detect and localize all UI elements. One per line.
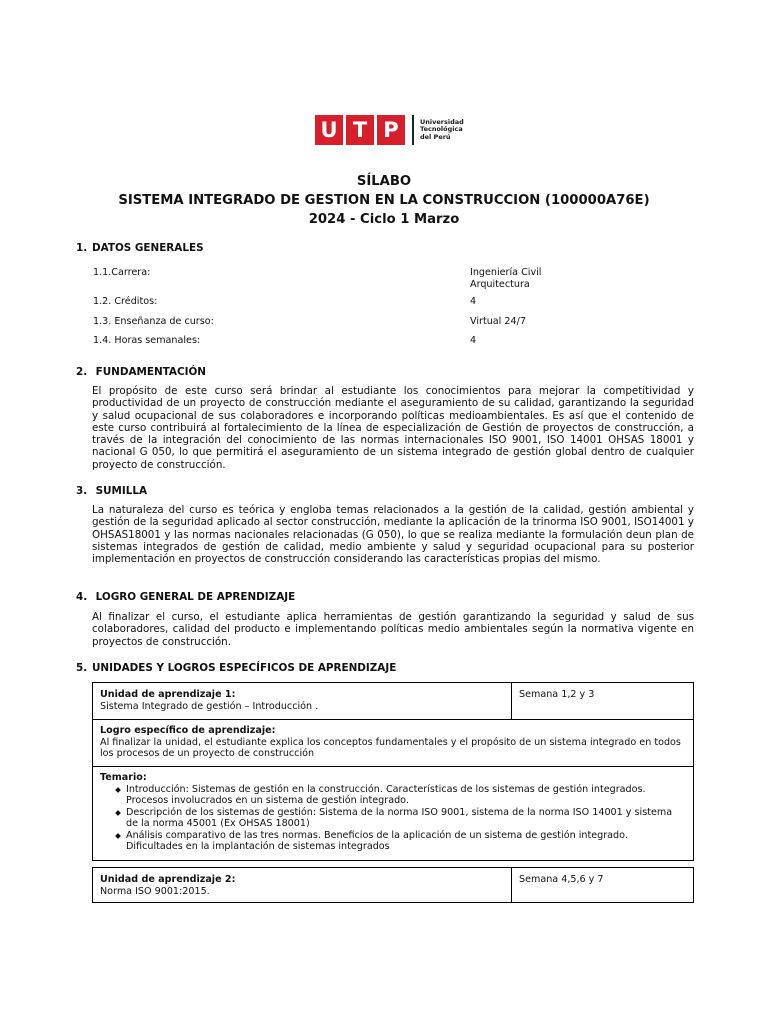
logo-letter-u: U [315,115,343,145]
section-number: 1. [76,242,88,254]
horas-label: 1.4. Horas semanales: [93,335,201,346]
carrera-label: 1.1.Carrera: [93,267,151,278]
table-divider [511,683,512,719]
unidad-2-subtitle: Norma ISO 9001:2015. [100,885,210,897]
unidad-1-temario [100,772,685,853]
table-divider [93,766,693,767]
unidad-2-semana: Semana 4,5,6 y 7 [519,874,604,885]
unidad-2-header [100,874,505,897]
list-item: Introducción: Sistemas de gestión en la construcción. Características de los sistemas de gestión integrados. Procesos involucrados en un sistema de gestión integrado. [100,784,685,807]
section-number: 4. [76,591,88,603]
logo-line-2: Tecnológica [420,125,463,134]
section-fundamentacion [76,366,206,378]
section-datos-generales [76,242,204,254]
logro-general-text: Al finalizar el curso, el estudiante aplica herramientas de gestión garantizando la seguridad y salud de sus colaboradores, calidad del producto e implementando políticas medio ambientales según la normativa vigente en proyectos de construcción. [92,611,694,648]
section-title: SUMILLA [95,485,148,497]
section-sumilla [76,485,147,497]
unidad-1-subtitle: Sistema Integrado de gestión – Introducción . [100,700,319,712]
logro-title: Logro específico de aprendizaje: [100,725,276,736]
logo-separator [412,115,414,145]
doc-title: SÍLABO [356,174,412,189]
carrera-value-1: Ingeniería Civil [470,267,542,278]
table-divider [511,868,512,902]
section-title: LOGRO GENERAL DE APRENDIZAJE [95,591,296,603]
section-title: FUNDAMENTACIÓN [95,366,206,378]
creditos-value: 4 [470,296,477,307]
list-item: Descripción de los sistemas de gestión: Sistema de la norma ISO 9001, sistema de la norma ISO 14001 y sistema de la norma 45001 (Ex OHSAS 18001) [100,807,685,830]
unidad-1-title: Unidad de aprendizaje 1: [100,689,236,700]
unidad-1-header [100,689,505,712]
logo-wordmark [420,119,464,142]
logo-line-3: del Perú [420,132,451,141]
temario-title: Temario: [100,772,147,783]
section-number: 5. [76,662,88,674]
section-title: UNIDADES Y LOGROS ESPECÍFICOS DE APRENDIZAJE [92,662,397,674]
section-number: 3. [76,485,88,497]
unidad-1-table [92,682,694,861]
section-unidades [76,662,396,674]
unidad-2-table [92,867,694,903]
course-title: SISTEMA INTEGRADO DE GESTION EN LA CONSTRUCCION (100000A76E) [118,193,650,208]
ensenanza-value: Virtual 24/7 [470,316,526,327]
fundamentacion-text: El propósito de este curso será brindar al estudiante los conocimientos para mejorar la competitividad y productividad de un proyecto de construcción mediante el aseguramiento de su calidad, garantizando la seguridad y salud ocupacional de sus colaboradores e incorporando políticas medioambientales. Es así que el contenido de este curso contribuirá al fortalecimiento de la línea de especialización de Gestión de proyectos de construcción, a través de la integración del conocimiento de las normas internacionales ISO 9001, ISO 14001 OHSAS 18001 y nacional G 050, lo que permitirá el aseguramiento de un sistema integrado de gestión global dentro de cualquier proyecto de construcción. [92,385,694,471]
horas-value: 4 [470,335,477,346]
logo-letter-t: T [346,115,374,145]
logo-line-1: Universidad [420,117,464,126]
creditos-label: 1.2. Créditos: [93,296,158,307]
utp-logo [315,114,464,146]
list-item: Análisis comparativo de las tres normas. Beneficios de la aplicación de un sistema de gestión integrado. Dificultades en la implantación de sistemas integrados [100,830,685,853]
course-period: 2024 - Ciclo 1 Marzo [308,212,460,227]
section-title: DATOS GENERALES [92,242,204,254]
logro-text: Al finalizar la unidad, el estudiante explica los conceptos fundamentales y el propósito de un sistema integrado en todos los procesos de un proyecto de construcción [100,736,681,759]
carrera-value [470,267,541,291]
unidad-1-logro [100,725,685,760]
ensenanza-label: 1.3. Enseñanza de curso: [93,316,214,327]
carrera-value-2: Arquitectura [470,279,530,290]
section-logro-general [76,591,295,603]
unidad-2-title: Unidad de aprendizaje 2: [100,874,236,885]
logo-letter-p: P [377,115,405,145]
sumilla-text: La naturaleza del curso es teórica y engloba temas relacionados a la gestión de la calidad, gestión ambiental y gestión de la seguridad aplicado al sector construcción, mediante la aplicación de la trinorma ISO 9001, ISO14001 y OHSAS18001 y las normas nacionales relacionadas (G 050), lo que se realiza mediante la formulación deun plan de sistemas integrados de gestión de calidad, medio ambiente y salud y seguridad ocupacional para su posterior implementación en proyectos de construcción considerando las características propias del mismo. [92,504,694,566]
temario-list [100,784,685,853]
unidad-1-semana: Semana 1,2 y 3 [519,689,595,700]
table-divider [93,719,693,720]
section-number: 2. [76,366,88,378]
